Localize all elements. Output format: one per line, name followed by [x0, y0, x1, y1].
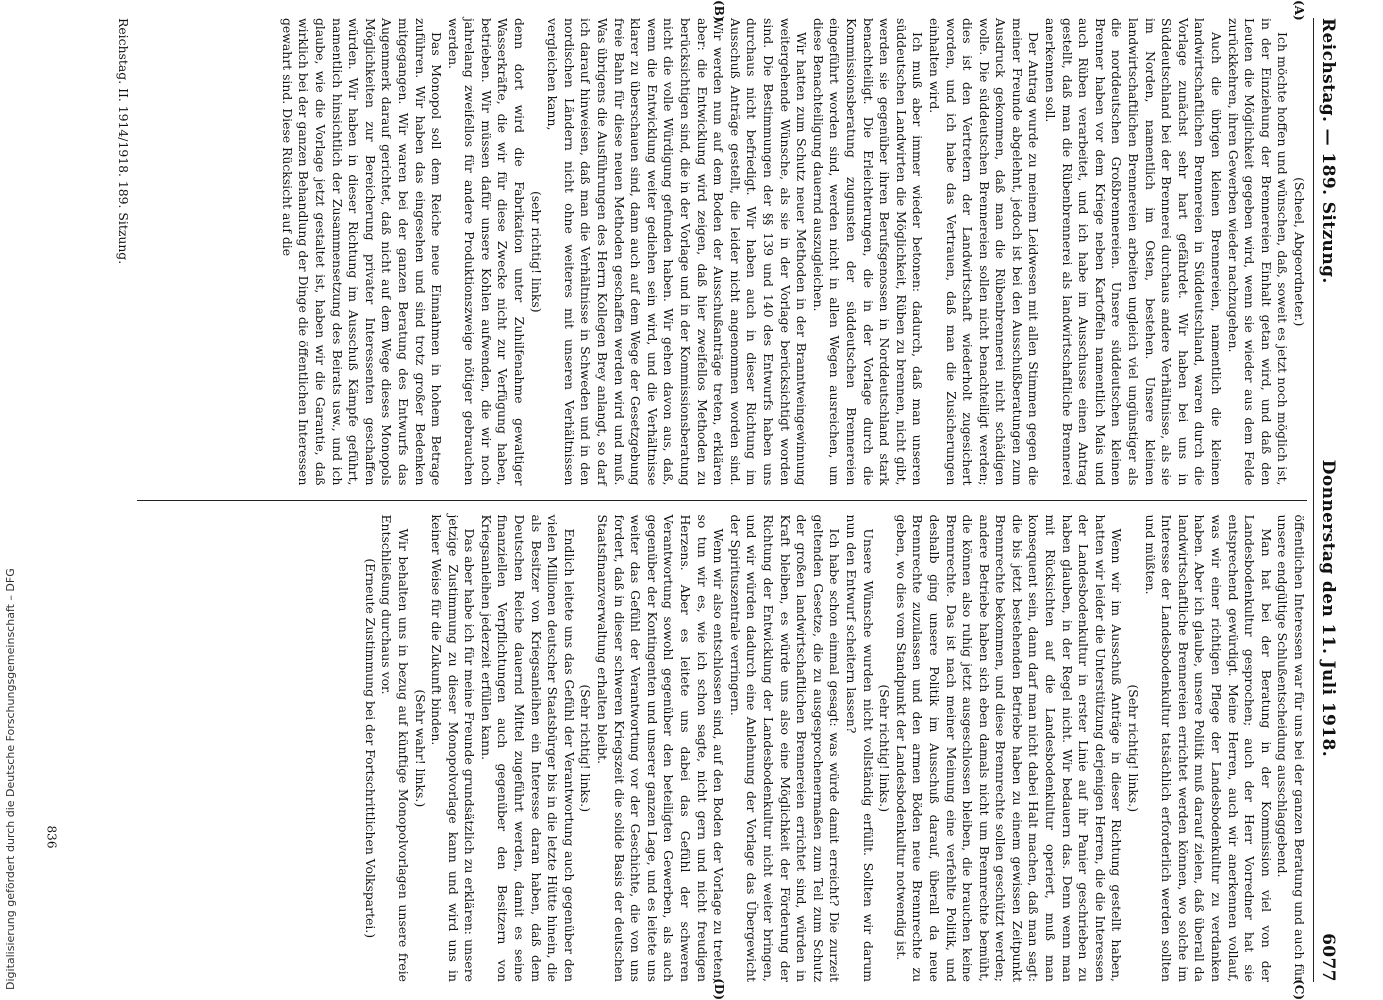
margin-mark-a: (A): [1292, 0, 1306, 21]
left-column: [137, 0, 1307, 486]
paragraph: Ich habe schon einmal gesagt: was würde damit erreicht? Die zurzeit geltenden Gesetze, die zu ausgesprochenermaßen zum Teil zum Schutz der großen landwirtschaftlichen Brennereien errichtet sind, würden in Kraft bleiben, es würde uns also eine Möglichkeit der Förderung der Richtung der Entwicklung der Landesbodenkultur nicht weiter bringen, und wir würden dadurch eine Anlehnung der Vorlage das Übergewicht der Spirituszentrale verringern.: [727, 514, 843, 982]
interjection: (Sehr richtig! links.): [877, 684, 893, 813]
header-page-number: 6077: [1318, 933, 1338, 982]
paragraph: Das aber habe ich für meine Freunde grundsätzlich zu erklären: unsere jetzige Zustimmung zu dieser Monopolvorlage kann und wird uns in keiner Weise für die Zukunft binden.: [429, 514, 478, 982]
paragraph: Auch die übrigen kleinen Brennereien, namentlich die kleinen landwirtschaftlichen Brennereien in Süddeutschland, waren durch die Vorlage zunächst sehr hart gefährdet. Wir haben bei uns in Süddeutschland bei der Brennerei durchaus andere Verhältnisse, als sie im Norden, namentlich im Osten, bestehen. Unsere kleinen landwirtschaftlichen Brennereien arbeiten ungleich viel ungünstiger als die norddeutschen Großbrennereien. Unsere süddeutschen kleinen Brenner haben vor dem Kriege neben Kartoffeln namentlich Mais und auch Rüben verarbeitet, und ich habe im Ausschusse einen Antrag gestellt, daß man die Rübenbrennerei als landwirtschaftliche Brennerei anerkennen soll.: [1043, 18, 1225, 486]
margin-mark-d: (D): [712, 978, 726, 1000]
right-column: [137, 514, 1307, 1000]
paragraph: Wenn wir im Ausschuß Anträge in dieser Richtung gestellt haben, hatten wir leider die Unterstützung derjenigen Herren, die die Interessen der Landesbodenkultur in erster Linie auf ihr Panier geschrieben zu haben glauben, in der Regel nicht. Wir bedauern das. Denn wenn man mit Rücksichten auf die Landesbodenkultur operiert, muß man konsequent sein, dann darf man nicht dabei Halt machen, daß man sagt: die bis jetzt bestehenden Betriebe haben zu einem gewissen Zeitpunkt Brennrechte bekommen, und diese Brennrechte sollen geschützt werden; andere Betriebe haben sich eben damals nicht um Brennrechte bemüht, die können also ruhig jetzt ausgeschlossen bleiben, die brauchen keine Brennrechte. Das ist nach meiner Meinung eine verfehlte Politik, und deshalb ging unsere Politik im Ausschuß darauf, überall da neue Brennrechte zuzulassen und den armen Böden neue Brennrechte zu geben, wo dies vom Standpunkt der Landesbodenkultur notwendig ist.: [893, 514, 1125, 982]
interjection: (Sehr richtig! links.): [1126, 684, 1142, 813]
interjection: (Sehr wahr! links.): [412, 689, 428, 808]
paragraph: Der Antrag wurde zu meinem Leidwesen mit allen Stimmen gegen die meiner Freunde abgelehnt, jedoch ist bei den Ausschußberatungen zum Ausdruck gekommen, daß man die Rübenbrennerei nicht schädigen wolle. Die süddeutschen Brennereien sollen nicht benachteiligt werden; dies ist den Vertretern der Landwirtschaft wiederholt zugesichert worden, und ich habe das Vertrauen, daß man die Zusicherungen einhalten wird.: [926, 18, 1042, 486]
page-footer: [116, 18, 131, 982]
speaker-line: (Scheel, Abgeordneter.): [1292, 177, 1307, 327]
footer-citation: Reichstag. II. 1914/1918. 189. Sitzung.: [116, 18, 131, 265]
bottom-page-number: 836: [44, 825, 59, 849]
paragraph: denn dort wird die Fabrikation unter Zuhilfenahme gewaltiger Wasserkräfte, die wir für diese Zwecke nicht zur Verfügung haben, betrieben. Wir müssen dafür unsere Kohlen aufwenden, die wir noch jahrelang zweifellos für andere Produktionszweige nötiger gebrauchen werden.: [445, 18, 528, 486]
paragraph: Unsere Wünsche wurden nicht vollständig erfüllt. Sollten wir darum nun den Entwurf scheitern lassen?: [843, 514, 876, 982]
paragraph: Das Monopol soll dem Reiche neue Einnahmen in hohem Betrage zuführen. Wir haben das eingesehen und sind trotz großer Bedenken mitgegangen. Wir waren bei der ganzen Beratung des Entwurfs das Augenmerk darauf gerichtet, daß nicht auf dem Wege dieses Monopols Möglichkeiten zur Bereicherung privater Interessenten geschaffen würden. Wir haben in dieser Richtung im Ausschuß Kämpfe geführt, namentlich hinsichtlich der Zusammensetzung des Beirats usw., und ich glaube, wie die Vorlage jetzt gestaltet ist, haben wir die Garantie, daß wirklich bei der ganzen Behandlung der Dinge die öffentlichen Interessen gewahrt sind. Diese Rücksicht auf die: [279, 18, 445, 486]
interjection: (sehr richtig! links): [528, 190, 544, 313]
header-date: Donnerstag den 11. Juli 1918.: [1318, 459, 1338, 758]
paragraph: öffentlichen Interessen war für uns bei der ganzen Beratung und auch für unsere endgültige Schlußentscheidung ausschlaggebend.: [1275, 514, 1307, 982]
margin-mark-b: (B): [712, 0, 726, 22]
interjection: (Sehr richtig! links.): [578, 684, 594, 813]
text-columns: [137, 0, 1307, 1000]
header-left: Reichstag. — 189. Sitzung.: [1318, 18, 1338, 284]
paragraph: Ich möchte hoffen und wünschen, daß, soweit es jetzt noch möglich ist, in der Einziehung der Brennereien Einhalt getan wird, und daß den Leuten die Möglichkeit gegeben wird, wenn sie wieder aus dem Felde zurückkehren, ihren Gewerben wieder nachzugehen.: [1225, 18, 1291, 486]
paragraph: Wir behalten uns in bezug auf künftige Monopolvorlagen unsere freie Entschließung durchaus vor.: [379, 514, 411, 982]
paragraph: Wenn wir also entschlossen sind, auf den Boden der Vorlage zu treten, so tun wir es, wie ich schon sagte, nicht gern und nicht freudigen Herzens. Aber es leitete uns dabei das Gefühl der schweren Verantwortung sowohl gegenüber den beteiligten Gewerben, als auch gegenüber der Kontingenten und unserer ganzen Lage, und es leitete uns weiter das Gefühl der Verantwortung vor der Geschichte, die von uns fordert, daß in dieser schweren Kriegszeit die solide Basis der deutschen Staatsfinanzverwaltung erhalten bleibt.: [595, 514, 727, 982]
rotated-sheet: [60, 0, 1350, 1000]
paragraph: Man hat bei der Beratung in der Kommission viel von der Landesbodenkultur gesprochen; auch der Herr Vorredner hat sie entsprechend gewürdigt. Meine Herren, auch wir anerkennen vollauf, was wir einer richtigen Pflege der Landesbodenkultur zu verdanken haben. Aber ich glaube, unsere Politik muß darauf zielen, daß überall da landwirtschaftliche Brennereien errichtet werden können, wo solche im Interesse der Landesbodenkultur tatsächlich erforderlich werden sollten und müßten.: [1142, 514, 1274, 982]
interjection: (Erneute Zustimmung bei der Fortschrittlichen Volkspartei.): [362, 558, 378, 939]
column-divider: [137, 500, 1307, 501]
digitization-credit: [4, 0, 26, 1000]
paragraph: Endlich leitete uns das Gefühl der Verantwortung auch gegenüber den vielen Millionen deutscher Staatsbürger bis in die letzte Hütte hinein, die als Besitzer von Kriegsanleihen ein Interesse daran haben, daß dem Deutschen Reiche dauernd Mittel zugeführt werden, damit es seine finanziellen Verpflichtungen auch gegenüber den Besitzern von Kriegsanleihen jederzeit erfüllen kann.: [478, 514, 577, 982]
page-header: [1313, 18, 1338, 982]
credit-text: Digitalisierung gefördert durch die Deutsche Forschungsgemeinschaft – DFG: [4, 568, 17, 990]
paragraph: Wir hatten zum Schutz neuer Methoden in der Branntweingewinnung weitergehende Wünsche, als sie in der Vorlage berücksichtigt worden sind. Die Bestimmungen der §§ 139 und 140 des Entwurfs haben uns durchaus nicht befriedigt. Wir haben auch in dieser Richtung im Ausschuß Anträge gestellt, die leider nicht angenommen worden sind. Wir werden nun auf dem Boden der Ausschußanträge treten, erklären aber: die Entwicklung wird zeigen, daß hier zweifellos Methoden zu berücksichtigen sind, die in der Vorlage und in der Kommissionsberatung nicht die volle Würdigung gefunden haben. Wir gehen davon aus, daß, wenn die Entwicklung weiter gediehen sein wird, und die Verhältnisse klarer zu überschauen sind, dann auch auf dem Wege der Gesetzgebung freie Bahn für diese neuen Methoden geschaffen werden wird und muß. Was übrigens die Ausführungen des Herrn Kollegen Brey anlangt, so darf ich darauf hinweisen, daß man die Verhältnisse in Schweden und in den nordischen Ländern nicht ohne weiteres mit unseren Verhältnissen vergleichen kann,: [545, 18, 810, 486]
margin-mark-c: (C): [1292, 979, 1306, 1000]
paragraph: Ich muß aber immer wieder betonen: dadurch, daß man unseren süddeutschen Landwirten die Möglichkeit, Rüben zu brennen, nicht gibt, werden sie gegenüber ihren Berufsgenossen in Norddeutschland stark benachteiligt. Die Erleichterungen, die in der Vorlage durch die Kommissionsberatung zugunsten der süddeutschen Brennereien eingeführt worden sind, werden nicht in allen Wegen ausreichen, um diese Benachteiligung dauernd auszugleichen.: [810, 18, 926, 486]
